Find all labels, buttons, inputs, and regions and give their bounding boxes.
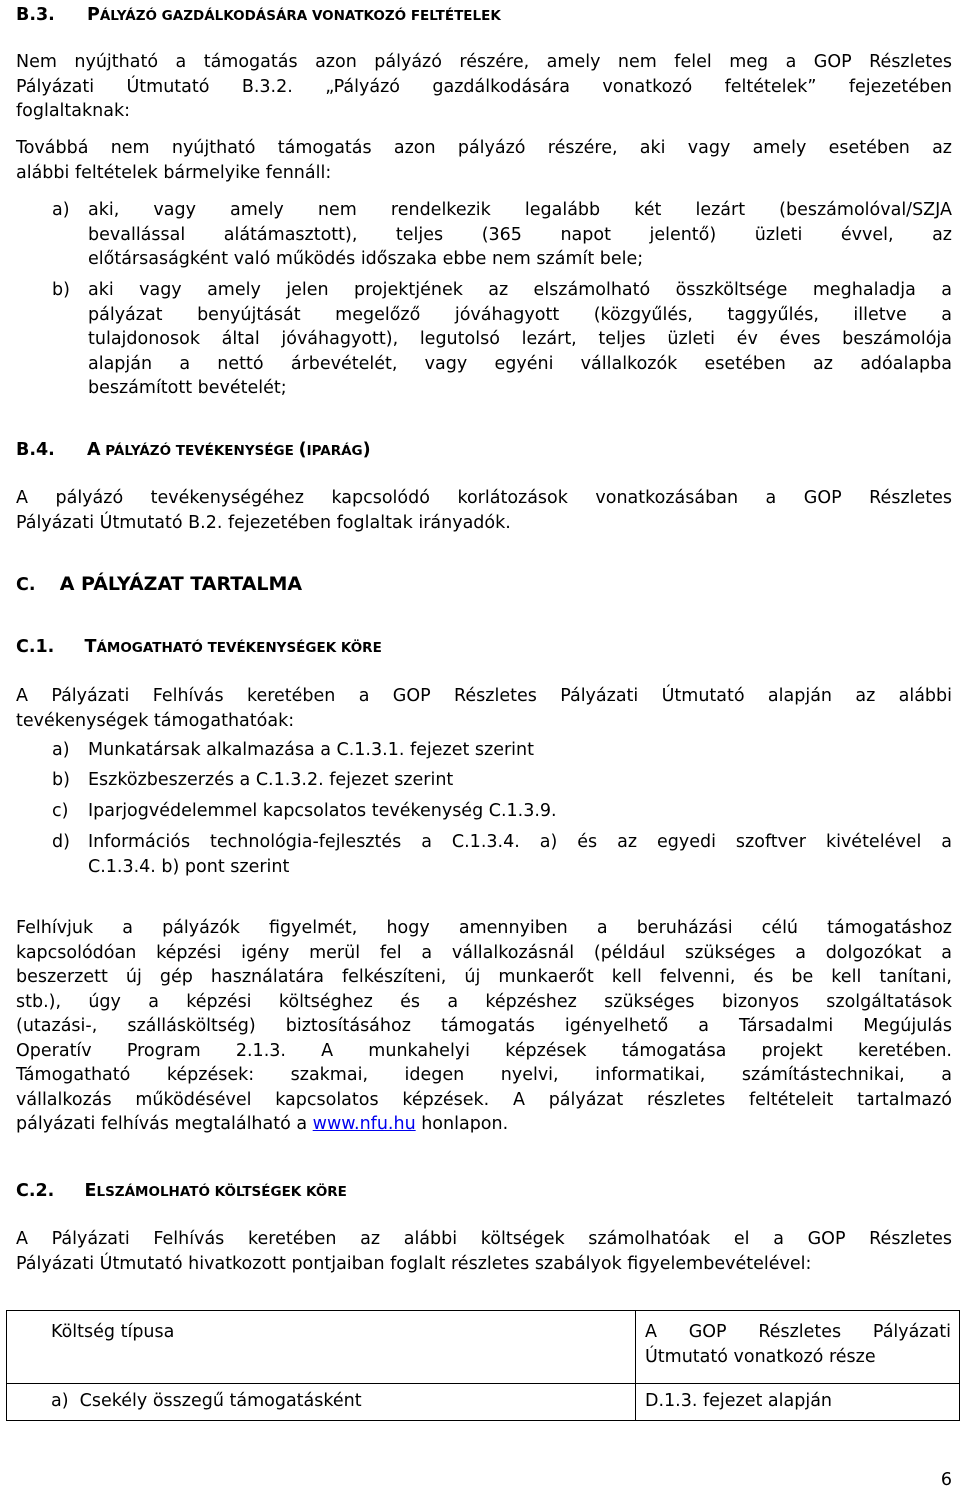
heading-b4-title-c: ( [298, 440, 307, 460]
heading-c2 [16, 1180, 347, 1203]
heading-b3 [16, 4, 501, 27]
c1-list-item-c [52, 799, 952, 824]
heading-c2-title: LSZÁMOLHATÓ KÖLTSÉGEK KÖRE [96, 1184, 347, 1200]
text-line: stb.), úgy a képzési költséghez és a képzéshez szükséges bizonyos szolgáltatások [16, 991, 952, 1012]
text-line: C.1.3.4. b) pont szerint [88, 856, 290, 877]
table-cell-cost-type: a) Csekély összegű támogatásként [51, 1391, 362, 1411]
c2-paragraph [16, 1227, 952, 1276]
b3-list-item-b [52, 278, 952, 401]
heading-c2-number: C.2. [16, 1181, 55, 1201]
c1-list-item-b [52, 768, 952, 793]
page-number: 6 [940, 1470, 952, 1490]
text-line: beszámított bevételét; [88, 378, 287, 398]
heading-b3-title-initial: P [87, 5, 100, 25]
text-line: foglaltaknak: [16, 101, 130, 121]
text-line: A Pályázati Felhívás keretében a GOP Részletes Pályázati Útmutató alapján az alábbi [16, 686, 952, 706]
table-cell [636, 1311, 960, 1384]
heading-b4-title-b: PÁLYÁZÓ TEVÉKENYSÉGE [100, 443, 299, 459]
text-line: Operatív Program 2.1.3. A munkahelyi képzések támogatása projekt keretében. [16, 1040, 952, 1061]
text-line: Továbbá nem nyújtható támogatás azon pályázó részére, aki vagy amely esetében az [16, 138, 952, 158]
text-fragment: honlapon. [415, 1114, 509, 1134]
text-line: Pályázati Útmutató B.3.2. „Pályázó gazdálkodására vonatkozó feltételek” fejezetében [16, 76, 952, 97]
heading-c1-title: ÁMOGATHATÓ TEVÉKENYSÉGEK KÖRE [96, 640, 382, 656]
heading-b4 [16, 439, 371, 462]
heading-b3-title: ÁLYÁZÓ GAZDÁLKODÁSÁRA VONATKOZÓ FELTÉTELEK [99, 8, 501, 24]
list-label: a) [52, 200, 70, 220]
text-line: beszerzett új gép használatára felkészíteni, új munkaerőt kell felvenni, és be kell tanítani, [16, 967, 952, 987]
c1-note-paragraph [16, 916, 952, 1137]
heading-c1-number: C.1. [16, 637, 55, 657]
b3-paragraph-1 [16, 50, 952, 124]
heading-b4-title-a: A [87, 440, 101, 460]
b3-paragraph-2 [16, 136, 952, 185]
heading-c-title: A PÁLYÁZAT TARTALMA [59, 573, 303, 595]
list-label: a) [52, 740, 70, 760]
text-line: Eszközbeszerzés a C.1.3.2. fejezet szerint [88, 770, 454, 790]
c1-list-item-a [52, 738, 952, 763]
text-line: A GOP Részletes Pályázati [645, 1322, 951, 1342]
cost-table [6, 1310, 960, 1421]
text-line: tevékenységek támogathatóak: [16, 710, 295, 731]
text-line: Támogatható képzések: szakmai, idegen nyelvi, informatikai, számítástechnikai, a [16, 1065, 952, 1085]
text-line: A pályázó tevékenységéhez kapcsolódó korlátozások vonatkozásában a GOP Részletes [16, 488, 952, 508]
text-line: aki vagy amely jelen projektjének az elszámolható összköltsége meghaladja a [88, 280, 952, 300]
table-cell [7, 1384, 636, 1421]
table-cell-guide-section: D.1.3. fejezet alapján [645, 1391, 833, 1411]
text-line [16, 1112, 952, 1137]
heading-b4-title-d: IPARÁG [306, 443, 363, 459]
text-line: (utazási-, szállásköltség) biztosításához támogatás igényelhető a Társadalmi Megújulás [16, 1016, 952, 1036]
heading-b4-number: B.4. [16, 440, 55, 460]
table-header-guide-section [636, 1311, 959, 1369]
text-fragment: pályázati felhívás megtalálható a [16, 1114, 313, 1134]
text-line: vállalkozás működésével kapcsolatos képzések. A pályázat részletes feltételeit tartalmazó [16, 1089, 952, 1110]
heading-c-number: C. [16, 575, 36, 595]
list-label: b) [52, 280, 70, 300]
c1-paragraph [16, 684, 952, 733]
text-line: Munkatársak alkalmazása a C.1.3.1. fejezet szerint [88, 740, 534, 760]
text-line: kapcsolódóan képzési igény merül fel a vállalkozásnál (például szükséges a dolgozókat a [16, 942, 952, 963]
table-header-row [7, 1311, 960, 1384]
heading-c1-title-initial: T [84, 637, 97, 657]
text-line: Pályázati Útmutató B.2. fejezetében foglaltak irányadók. [16, 512, 511, 533]
text-line: előtársaságként való működés időszaka ebbe nem számít bele; [88, 249, 644, 269]
text-line: Információs technológia-fejlesztés a C.1.3.4. a) és az egyedi szoftver kivételével a [88, 832, 952, 852]
heading-c2-title-initial: E [84, 1181, 97, 1201]
heading-b3-number: B.3. [16, 5, 55, 25]
text-line: Iparjogvédelemmel kapcsolatos tevékenység C.1.3.9. [88, 801, 557, 821]
table-header-cost-type: Költség típusa [51, 1322, 175, 1342]
text-line: pályázat benyújtását megelőző jóváhagyott (közgyűlés, taggyűlés, illetve a [88, 304, 952, 325]
text-line: A Pályázati Felhívás keretében az alábbi költségek számolhatóak el a GOP Részletes [16, 1229, 952, 1249]
text-line: alábbi feltételek bármelyike fennáll: [16, 162, 332, 183]
heading-c [16, 573, 302, 596]
table-row [7, 1384, 960, 1421]
text-line: tulajdonosok által jóváhagyott), legutolsó lezárt, teljes üzleti év éves beszámolója [88, 329, 952, 349]
text-line: Útmutató vonatkozó része [645, 1346, 876, 1367]
b4-paragraph [16, 486, 952, 535]
text-line: bevallással alátámasztott), teljes (365 napot jelentő) üzleti évvel, az [88, 224, 952, 245]
table-cell [7, 1311, 636, 1384]
text-line: alapján a nettó árbevételét, vagy egyéni vállalkozók esetében az adóalapba [88, 353, 952, 374]
heading-b4-title-e: ) [362, 440, 371, 460]
text-line: Felhívjuk a pályázók figyelmét, hogy amennyiben a beruházási célú támogatáshoz [16, 918, 952, 938]
text-line: Nem nyújtható a támogatás azon pályázó részére, amely nem felel meg a GOP Részletes [16, 52, 952, 72]
text-line: aki, vagy amely nem rendelkezik legalább két lezárt (beszámolóval/SZJA [88, 200, 952, 220]
b3-list-item-a [52, 198, 952, 272]
table-cell [636, 1384, 960, 1421]
heading-c1 [16, 636, 382, 659]
c1-list-item-d [52, 830, 952, 879]
list-label: d) [52, 832, 70, 852]
list-label: b) [52, 770, 70, 790]
nfu-link[interactable]: www.nfu.hu [312, 1114, 416, 1134]
text-line: Pályázati Útmutató hivatkozott pontjaiban foglalt részletes szabályok figyelembevételével: [16, 1253, 812, 1274]
list-label: c) [52, 801, 69, 821]
